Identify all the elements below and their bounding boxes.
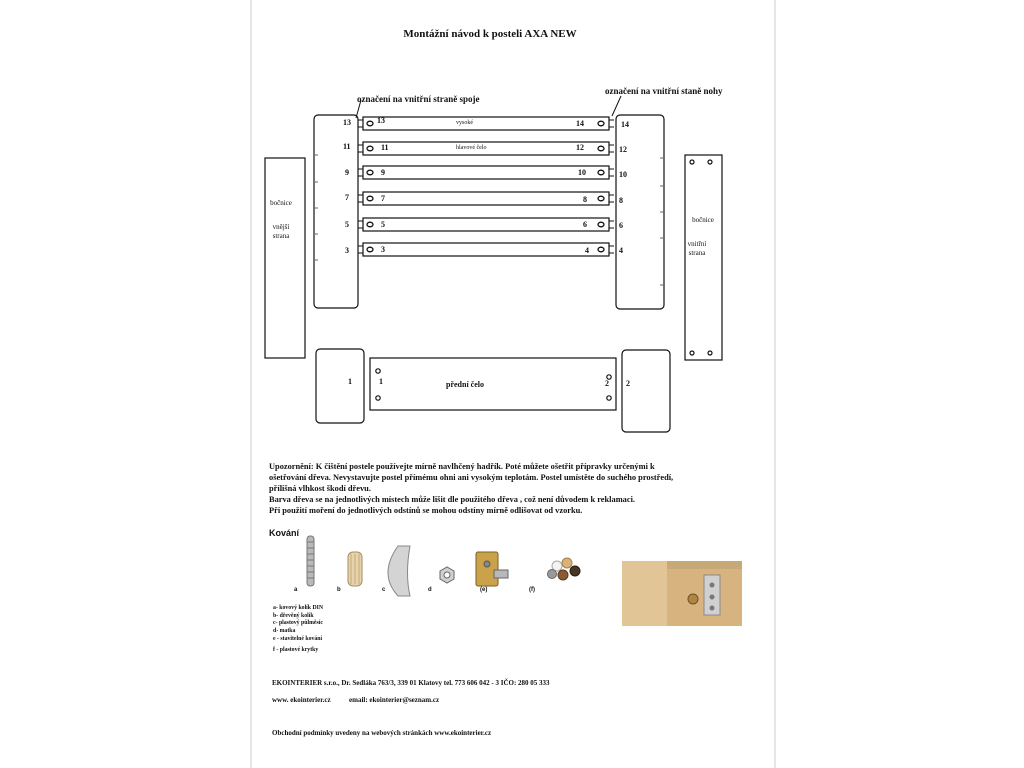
front-board-label: přední čelo [446,380,484,389]
leg-slot-marks [314,155,664,285]
legend-item: f - plastové krytky [273,646,319,653]
label-a: a [294,587,298,593]
warning-line: Barva dřeva se na jednotlivých místech může lišit dle použitého dřeva , což není důvodem k reklamaci. [269,495,635,504]
right-panel-title: bočnice [692,216,714,224]
rail-1 [363,117,609,130]
rail-hole [367,247,373,252]
legend-item: a- kovový kolík DIN [273,605,324,611]
photo-wood-panel [622,561,667,626]
rail-hole [367,196,373,201]
front-hole [376,396,380,400]
rail-hole [598,121,604,126]
legend-item: c- plastový půlměsíc [273,620,323,627]
hardware-legend [273,605,323,654]
warning-line: Při použití moření do jednotlivých odstínů se mohou odstíny mírně odlišovat od vzorku. [269,506,583,515]
rail-hole [598,196,604,201]
rail-2-left-inner: 11 [381,143,389,152]
hardware-title: Kování [269,528,300,538]
rail-2-right-outer: 12 [619,145,627,154]
right-panel-sub2: strana [688,249,706,257]
rail-2-left-outer: 11 [343,142,351,151]
rail-1-left-inner: 13 [377,116,385,125]
rail-6-right-inner: 4 [585,246,589,255]
head-left-leg [314,115,358,308]
fitting-screw [484,561,490,567]
cap-icon-dark [570,566,580,576]
warning-line: ošetřování dřeva. Nevystavujte postel přímému ohni ani vysokým teplotám. Postel umístěte do suchého prostředí, [269,473,674,482]
front-left-leg-num: 1 [348,377,352,386]
rail-5-left-outer: 5 [345,220,349,229]
legend-item: b- dřevěný kolík [273,612,314,619]
rail-1-right-inner: 14 [576,119,584,128]
front-hole [376,369,380,373]
warning-line: přílišná vlhkost škodí dřevu. [269,484,371,493]
rail-4-right-outer: 8 [619,196,623,205]
panel-hole [690,160,694,164]
rail-1-right-outer: 14 [621,120,629,129]
rail-3-right-outer: 10 [619,170,627,179]
rail-6-left-outer: 3 [345,246,349,255]
rail-5-left-inner: 5 [381,220,385,229]
warning-line: Upozornění: K čištění postele používejte mírně navlhčený hadřík. Poté můžete ošetřit přípravky určenými k [269,462,655,471]
half-moon-icon [388,546,410,596]
right-panel-sub1: vnitřní [687,240,707,248]
panel-hole [690,351,694,355]
side-panel-right [685,155,722,360]
rail-4-right-inner: 8 [583,195,587,204]
callout-pointer-right [612,96,621,116]
rail-hole [598,222,604,227]
photo-screw [710,595,715,600]
label-f: (f) [529,587,535,593]
front-right-num: 2 [605,379,609,388]
rail-3 [363,166,609,179]
front-hole [607,396,611,400]
rail-2-label: hlavové čelo [456,145,487,151]
callout-joint-inside: označení na vnitřní straně spoje [357,94,480,104]
left-panel-sub2: strana [272,232,290,240]
rail-3-left-inner: 9 [381,168,385,177]
footer-email: email: ekointerier@seznam.cz [349,696,440,704]
rail-hole [367,121,373,126]
adjustable-fitting-icon [476,552,498,586]
rail-6 [363,243,609,256]
nut-hole [444,572,450,578]
side-panel-left [265,158,305,358]
rail-1-label: vysoké [456,120,473,126]
label-b: b [337,587,341,593]
panel-hole [708,351,712,355]
legend-item: e - stavitelné kování [273,635,323,642]
photo-screw [710,606,715,611]
rail-hole [598,247,604,252]
rail-hole [367,222,373,227]
photo-screw [710,583,715,588]
front-right-leg-num: 2 [626,379,630,388]
panel-hole [708,160,712,164]
photo-bolt [688,594,698,604]
rail-5 [363,218,609,231]
foot-left-leg [316,349,364,423]
left-panel-title: bočnice [270,199,292,207]
label-e: (e) [480,587,488,593]
rail-6-left-inner: 3 [381,245,385,254]
front-left-num: 1 [379,377,383,386]
rail-6-right-outer: 4 [619,246,623,255]
rail-hole [367,146,373,151]
document-title: Montážní návod k posteli AXA NEW [403,28,577,40]
rail-3-right-inner: 10 [578,168,586,177]
cap-icon-brown [558,570,568,580]
footer-terms: Obchodní podmínky uvedeny na webových stránkách www.ekointerier.cz [272,729,492,737]
dowel-ticks [609,120,614,253]
care-warning [269,461,739,516]
rail-4-left-outer: 7 [345,193,349,202]
footer-web: www. ekointerier.cz [272,696,331,704]
front-board [370,358,616,410]
label-c: c [382,587,386,593]
legend-item: d- matka [273,628,296,635]
rail-hole [598,170,604,175]
rail-5-right-inner: 6 [583,220,587,229]
fitting-bolt [494,570,508,578]
hardware-illustrations [280,530,600,605]
rail-hole [598,146,604,151]
footer-company: EKOINTERIER s.r.o., Dr. Sedláka 763/3, 339 01 Klatovy tel. 773 606 042 - 3 IČO: 280 05 333 [272,679,550,687]
left-panel-sub1: vnější [272,223,290,231]
rail-5-right-outer: 6 [619,221,623,230]
label-d: d [428,587,432,593]
rail-1-left-outer: 13 [343,118,351,127]
cap-icon-gray [548,570,557,579]
dowel-ticks [358,120,363,253]
foot-right-leg [622,350,670,432]
rail-group [363,117,609,256]
callout-leg-inside: označení na vnitřní staně nohy [605,86,723,96]
cap-icon-tan [562,558,572,568]
rail-hole [367,170,373,175]
rail-3-left-outer: 9 [345,168,349,177]
rail-4 [363,192,609,205]
installed-fitting-photo [622,561,742,626]
rail-2-right-inner: 12 [576,143,584,152]
rail-4-left-inner: 7 [381,194,385,203]
